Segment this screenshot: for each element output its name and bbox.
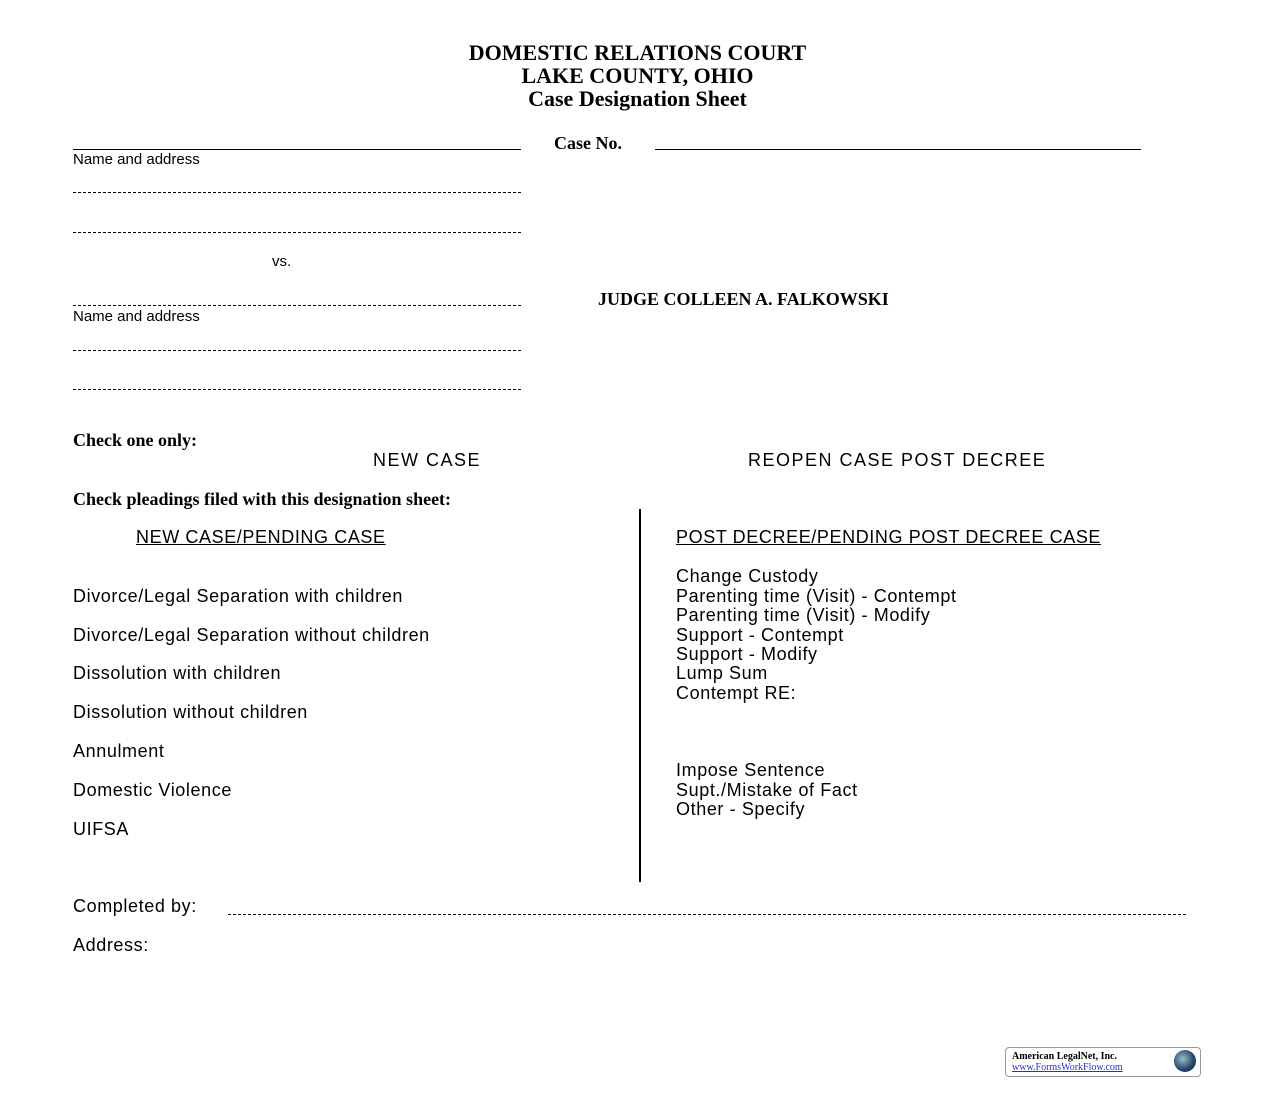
left-column-header: NEW CASE/PENDING CASE bbox=[136, 527, 386, 547]
post-decree-item[interactable]: Contempt RE: bbox=[676, 683, 797, 703]
post-decree-item[interactable]: Impose Sentence bbox=[676, 760, 826, 780]
pleading-item[interactable]: Divorce/Legal Separation without children bbox=[73, 625, 430, 645]
party1-name-field[interactable] bbox=[73, 149, 521, 150]
form-title: Case Designation Sheet bbox=[528, 86, 747, 111]
check-one-label: Check one only: bbox=[73, 430, 198, 450]
party1-label: Name and address bbox=[73, 151, 200, 168]
vs-label: vs. bbox=[272, 253, 292, 270]
option-reopen-case[interactable]: REOPEN CASE POST DECREE bbox=[748, 450, 1047, 470]
pleading-item[interactable]: Dissolution without children bbox=[73, 702, 308, 722]
party2-label: Name and address bbox=[73, 308, 200, 325]
party1-address-line-1[interactable] bbox=[73, 192, 521, 193]
pleading-item[interactable]: Dissolution with children bbox=[73, 663, 282, 683]
party1-address-line-2[interactable] bbox=[73, 232, 521, 233]
case-no-field[interactable] bbox=[655, 149, 1141, 150]
option-new-case[interactable]: NEW CASE bbox=[373, 450, 482, 470]
pleading-item[interactable]: Domestic Violence bbox=[73, 780, 232, 800]
party2-address-line-1[interactable] bbox=[73, 350, 521, 351]
post-decree-item[interactable]: Change Custody bbox=[676, 566, 819, 586]
logo-url-link[interactable]: www.FormsWorkFlow.com bbox=[1012, 1062, 1123, 1073]
pleading-item[interactable]: Divorce/Legal Separation with children bbox=[73, 586, 403, 606]
column-divider bbox=[639, 509, 641, 882]
post-decree-item[interactable]: Supt./Mistake of Fact bbox=[676, 780, 858, 800]
post-decree-item[interactable]: Lump Sum bbox=[676, 663, 768, 683]
pleading-item[interactable]: UIFSA bbox=[73, 819, 130, 839]
party2-address-line-2[interactable] bbox=[73, 389, 521, 390]
globe-icon bbox=[1174, 1050, 1196, 1072]
post-decree-item[interactable]: Parenting time (Visit) - Contempt bbox=[676, 586, 957, 606]
post-decree-item[interactable]: Support - Modify bbox=[676, 644, 818, 664]
american-legalnet-logo bbox=[1005, 1047, 1201, 1077]
completed-by-field[interactable] bbox=[228, 914, 1186, 915]
completed-by-label: Completed by: bbox=[73, 896, 197, 916]
right-column-header: POST DECREE/PENDING POST DECREE CASE bbox=[676, 527, 1102, 547]
address-label: Address: bbox=[73, 935, 149, 955]
county-name: LAKE COUNTY, OHIO bbox=[521, 63, 754, 88]
post-decree-item[interactable]: Support - Contempt bbox=[676, 625, 844, 645]
case-no-label: Case No. bbox=[554, 133, 622, 153]
judge-name: JUDGE COLLEEN A. FALKOWSKI bbox=[598, 289, 889, 309]
post-decree-item[interactable]: Other - Specify bbox=[676, 799, 806, 819]
post-decree-item[interactable]: Parenting time (Visit) - Modify bbox=[676, 605, 931, 625]
pleading-item[interactable]: Annulment bbox=[73, 741, 165, 761]
pleadings-label: Check pleadings filed with this designation sheet: bbox=[73, 489, 452, 509]
court-name: DOMESTIC RELATIONS COURT bbox=[468, 40, 807, 65]
logo-company: American LegalNet, Inc. bbox=[1012, 1051, 1117, 1062]
party2-name-field[interactable] bbox=[73, 305, 521, 306]
